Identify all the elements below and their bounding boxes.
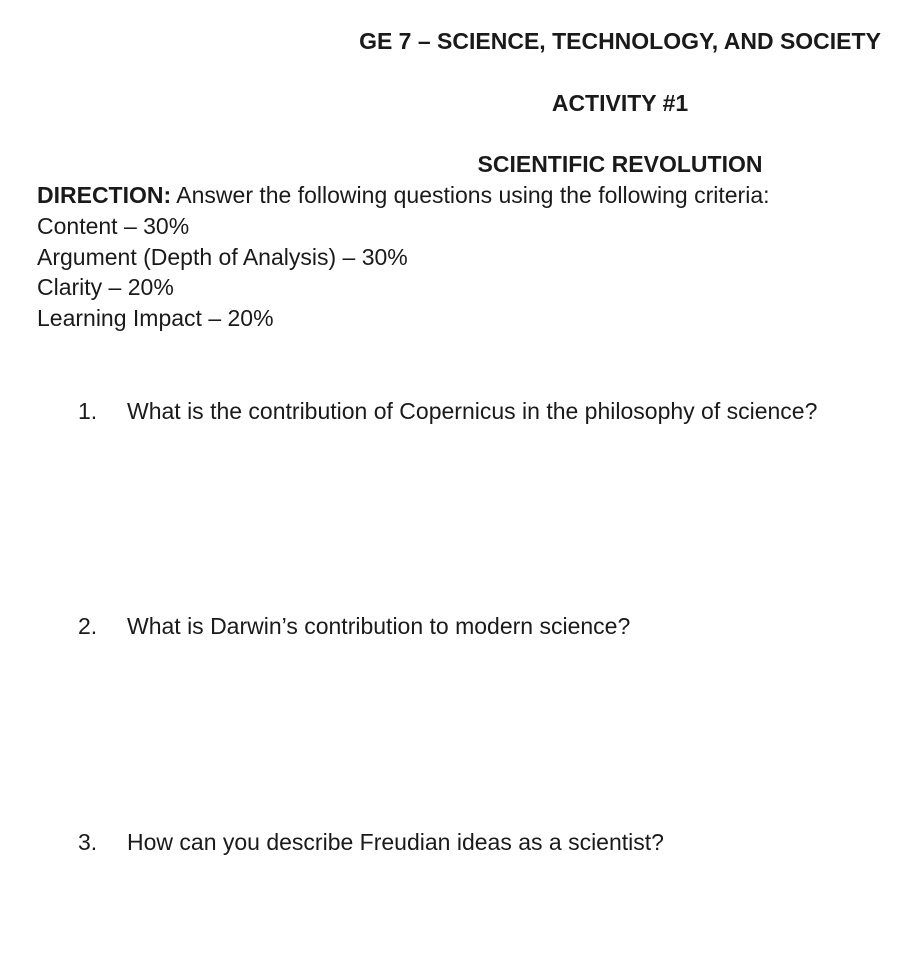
direction-label: DIRECTION: [37,181,172,208]
criteria-item-argument: Argument (Depth of Analysis) – 30% [37,243,408,270]
direction-text: Answer the following questions using the following criteria: [176,181,770,208]
question-item [78,396,913,427]
question-number: 2. [78,613,98,640]
topic-title: SCIENTIFIC REVOLUTION [477,151,763,178]
question-item [78,611,913,642]
course-title: GE 7 – SCIENCE, TECHNOLOGY, AND SOCIETY [359,28,881,54]
question-text: How can you describe Freudian ideas as a scientist? [127,828,664,855]
criteria-item-clarity: Clarity – 20% [37,274,174,301]
question-text: What is Darwin’s contribution to modern science? [127,613,631,640]
direction-line [37,180,913,211]
activity-title: ACTIVITY #1 [551,89,689,116]
question-item [78,827,913,858]
criteria-item-content: Content – 30% [37,212,190,239]
question-text: What is the contribution of Copernicus in the philosophy of science? [127,397,818,424]
criteria-item-learning-impact: Learning Impact – 20% [37,305,274,332]
question-number: 3. [78,828,98,855]
question-number: 1. [78,397,98,424]
